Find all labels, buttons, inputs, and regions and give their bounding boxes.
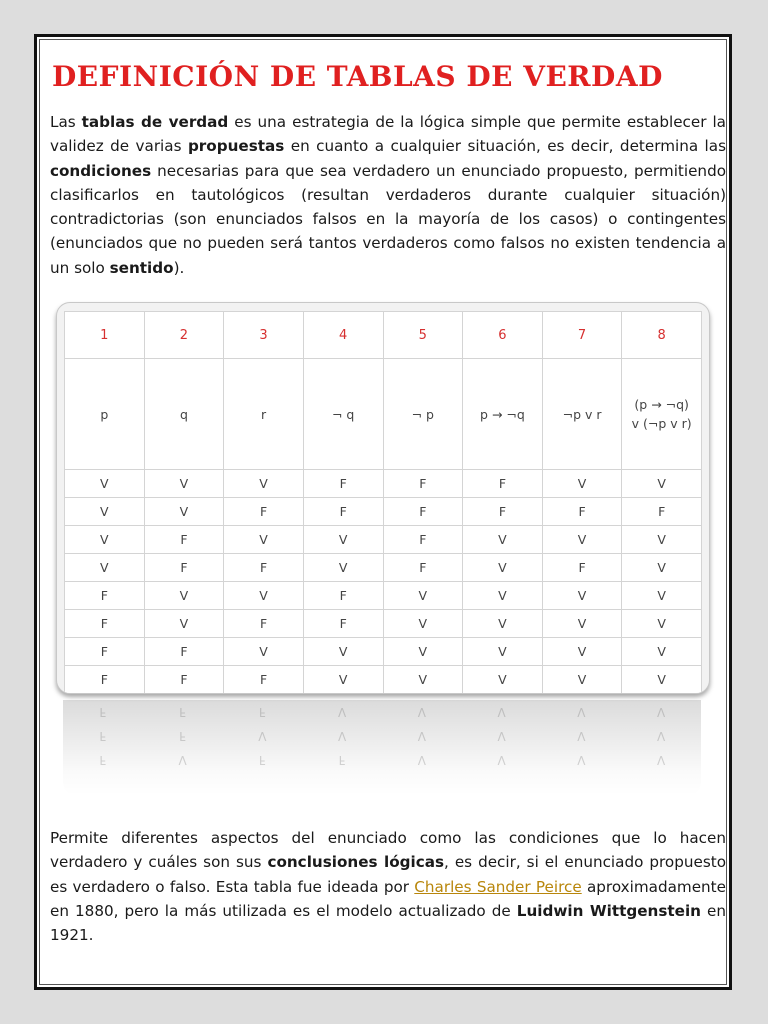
reflection-cell: V	[417, 753, 426, 767]
reflection-gradient	[63, 700, 701, 796]
bold-term: Luidwin Wittgenstein	[516, 901, 701, 920]
table-cell: V	[622, 610, 702, 638]
table-cell: V	[224, 582, 304, 610]
table-cell: V	[224, 526, 304, 554]
reflection-cell: V	[338, 705, 347, 719]
text-segment: en 1921.	[50, 901, 727, 945]
reflection-cell: V	[497, 705, 506, 719]
table-cell: F	[383, 498, 463, 526]
table-cell: V	[463, 666, 543, 694]
text-segment: , es decir, si el enunciado propuesto es verdadero o falso. Esta tabla fue ideada por	[50, 853, 726, 896]
table-cell: V	[65, 470, 145, 498]
table-cell: F	[65, 610, 145, 638]
table-cell: V	[463, 526, 543, 554]
table-cell: F	[463, 470, 543, 498]
closing-paragraph	[50, 826, 726, 947]
reflection-cell: F	[179, 705, 187, 719]
table-cell: V	[542, 526, 622, 554]
table-cell: V	[303, 666, 383, 694]
column-header: (p → ¬q) v (¬p v r)	[622, 359, 702, 470]
text-segment: ).	[173, 258, 185, 277]
reflection-cell: V	[577, 753, 586, 767]
bold-term: tablas de verdad	[81, 113, 229, 131]
table-cell: V	[144, 498, 224, 526]
table-cell: F	[224, 610, 304, 638]
table-cell: V	[463, 610, 543, 638]
table-cell: V	[622, 526, 702, 554]
reflection-cell: F	[99, 729, 107, 743]
table-row	[65, 498, 702, 526]
table-cell: F	[65, 666, 145, 694]
table-cell: F	[303, 470, 383, 498]
column-number: 3	[224, 312, 304, 359]
table-cell: F	[383, 526, 463, 554]
table-cell: V	[622, 666, 702, 694]
table-cell: F	[303, 498, 383, 526]
table-cell: F	[303, 582, 383, 610]
table-cell: F	[224, 554, 304, 582]
reflection-cell: F	[99, 705, 107, 719]
reflection-cell: V	[657, 729, 666, 743]
column-header: r	[224, 359, 304, 470]
column-header: ¬ q	[303, 359, 383, 470]
table-row	[65, 638, 702, 666]
reflection-cell: V	[178, 753, 187, 767]
table-cell: F	[622, 498, 702, 526]
table-cell: V	[383, 666, 463, 694]
table-cell: F	[463, 498, 543, 526]
table-cell: V	[542, 666, 622, 694]
reflection-row	[63, 748, 701, 772]
reflection-cell: V	[657, 753, 666, 767]
reflection-cell: V	[577, 705, 586, 719]
reflection-cell: V	[577, 729, 586, 743]
column-number-row	[65, 312, 702, 359]
table-cell: V	[622, 470, 702, 498]
column-header: p → ¬q	[463, 359, 543, 470]
table-cell: V	[622, 582, 702, 610]
table-row	[65, 470, 702, 498]
reflection-cell: F	[258, 753, 266, 767]
column-header: ¬ p	[383, 359, 463, 470]
table-cell: V	[224, 638, 304, 666]
table-cell: F	[224, 666, 304, 694]
column-number: 4	[303, 312, 383, 359]
table-cell: F	[303, 610, 383, 638]
reflection-cell: F	[338, 753, 346, 767]
table-row	[65, 610, 702, 638]
table-reflection	[56, 700, 708, 796]
reflection-cell: V	[417, 705, 426, 719]
table-cell: V	[542, 638, 622, 666]
table-cell: V	[542, 610, 622, 638]
table-cell: V	[463, 638, 543, 666]
text-segment: Las	[50, 113, 82, 131]
text-segment: aproximadamente en 1880, pero la más utilizada es el modelo actualizado de	[50, 877, 726, 920]
table-cell: F	[65, 582, 145, 610]
table-cell: V	[65, 554, 145, 582]
table-cell: F	[144, 526, 224, 554]
table-cell: V	[65, 526, 145, 554]
table-cell: V	[144, 470, 224, 498]
bold-term: conclusiones lógicas	[267, 853, 444, 872]
reflection-cell: V	[258, 729, 267, 743]
text-segment: es una estrategia de la lógica simple que permite establecer la validez de varias	[50, 113, 726, 156]
table-cell: V	[383, 638, 463, 666]
table-row	[65, 526, 702, 554]
table-cell: V	[542, 470, 622, 498]
column-header: q	[144, 359, 224, 470]
bold-term: condiciones	[50, 161, 152, 180]
table-row	[65, 582, 702, 610]
reflection-cell: V	[497, 753, 506, 767]
table-cell: F	[542, 554, 622, 582]
table-cell: F	[65, 638, 145, 666]
reflection-cell: V	[497, 729, 506, 743]
table-cell: F	[144, 666, 224, 694]
reflection-cell: F	[258, 705, 266, 719]
table-cell: V	[383, 610, 463, 638]
table-cell: F	[144, 638, 224, 666]
column-header: ¬p v r	[542, 359, 622, 470]
reflection-cell: F	[179, 729, 187, 743]
table-cell: V	[463, 582, 543, 610]
table-row	[65, 666, 702, 694]
table-row	[65, 554, 702, 582]
reflection-row	[63, 724, 701, 748]
column-header: p	[65, 359, 145, 470]
bold-term: sentido	[109, 258, 174, 277]
table-cell: V	[224, 470, 304, 498]
page-title: DEFINICIÓN DE TABLAS DE VERDAD	[52, 60, 663, 93]
reflection-cell: V	[417, 729, 426, 743]
table-cell: F	[224, 498, 304, 526]
column-number: 7	[542, 312, 622, 359]
table-cell: V	[383, 582, 463, 610]
reflection-cell: V	[657, 705, 666, 719]
table-body	[65, 470, 702, 694]
document-page	[34, 34, 732, 990]
table-cell: V	[622, 638, 702, 666]
column-number: 1	[65, 312, 145, 359]
table-cell: V	[463, 554, 543, 582]
column-number: 2	[144, 312, 224, 359]
table-cell: V	[542, 582, 622, 610]
table-cell: F	[383, 554, 463, 582]
table-cell: V	[65, 498, 145, 526]
table-cell: V	[144, 582, 224, 610]
column-number: 5	[383, 312, 463, 359]
table-cell: F	[542, 498, 622, 526]
table-cell: V	[144, 610, 224, 638]
charles-peirce-link[interactable]: Charles Sander Peirce	[414, 877, 582, 896]
table-cell: F	[144, 554, 224, 582]
truth-table-image	[56, 302, 710, 694]
page-inner-border	[39, 39, 727, 985]
text-segment: necesarias para que sea verdadero un enunciado propuesto, permitiendo clasificarlos en tautológicos (resultan verdaderos durante cualquier situación) contradictorias (son enunciados falsos en la mayoría de los casos) o contingentes (enunciados que no pueden será tantos verdaderos como falsos no existen tendencia a un solo	[50, 161, 726, 277]
column-header-row	[65, 359, 702, 470]
text-segment: en cuanto a cualquier situación, es decir, determina las	[284, 137, 726, 156]
intro-paragraph	[50, 110, 726, 280]
reflection-row	[63, 700, 701, 724]
table-cell: V	[303, 554, 383, 582]
bold-term: propuestas	[187, 137, 285, 156]
column-number: 6	[463, 312, 543, 359]
table-cell: V	[303, 526, 383, 554]
table-cell: V	[303, 638, 383, 666]
text-segment: Permite diferentes aspectos del enunciado como las condiciones que lo hacen verdadero y cuáles son sus	[50, 829, 726, 872]
reflection-cell: F	[99, 753, 107, 767]
table-cell: F	[383, 470, 463, 498]
column-number: 8	[622, 312, 702, 359]
table-cell: V	[622, 554, 702, 582]
reflection-cell: V	[338, 729, 347, 743]
truth-table	[64, 311, 702, 694]
